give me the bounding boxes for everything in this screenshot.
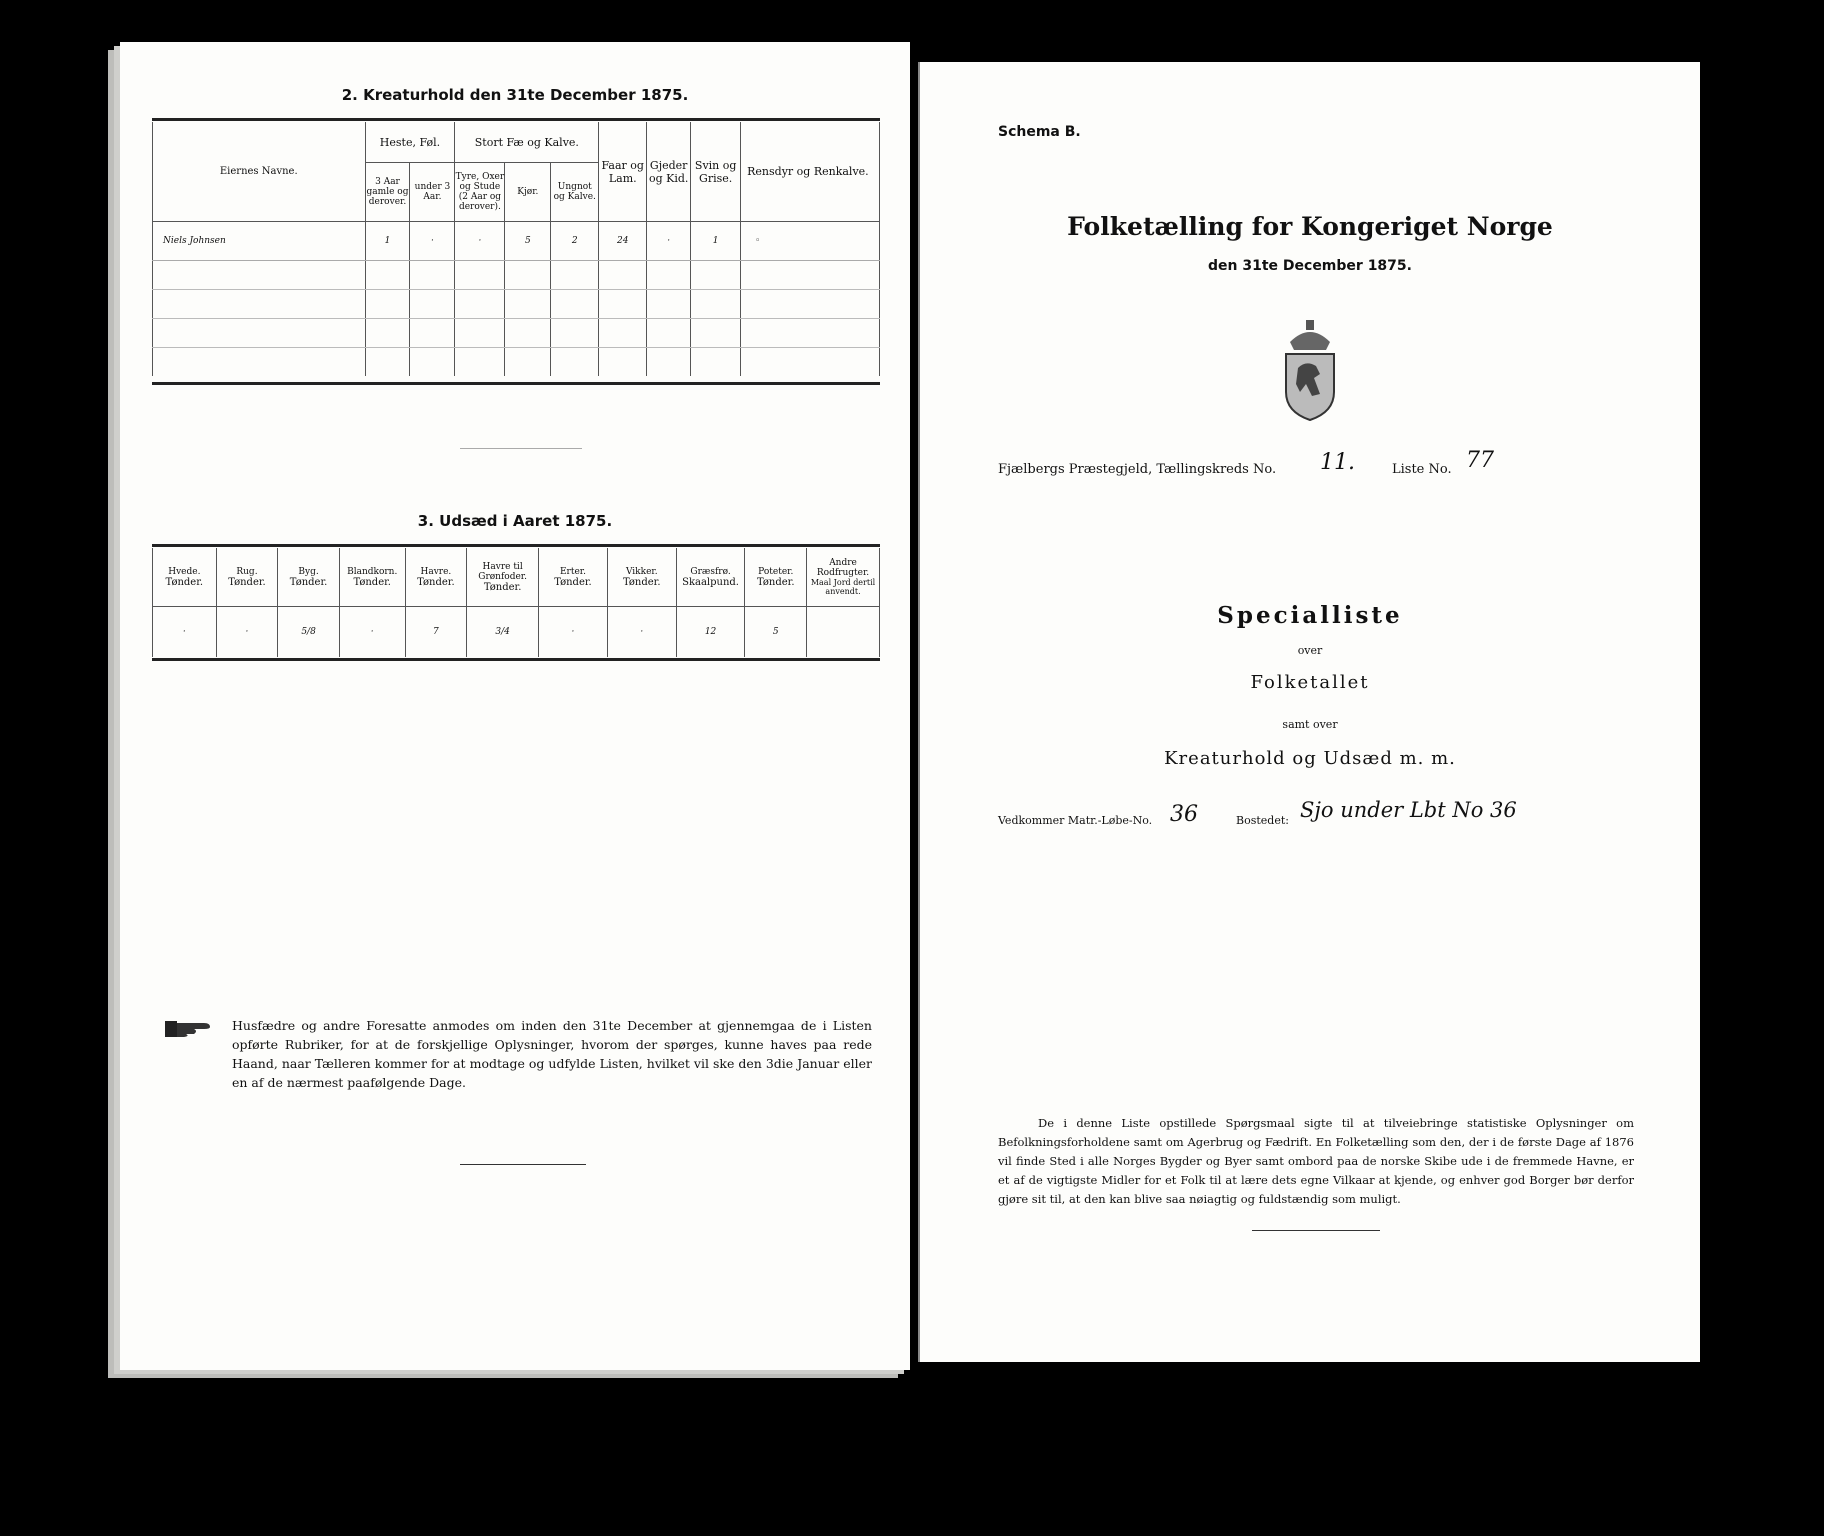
horses-a-header: 3 Aar gamle og derover. xyxy=(365,163,410,222)
livestock-cell: · xyxy=(455,222,505,261)
seed-cell: 5/8 xyxy=(278,607,340,658)
document-date: den 31te December 1875. xyxy=(1208,258,1412,274)
seed-header-cell: Græsfrø. Skaalpund. xyxy=(676,548,745,607)
section-2-title: 2. Kreaturhold den 31te December 1875. xyxy=(341,86,689,104)
seed-cell: · xyxy=(539,607,608,658)
seed-cell: · xyxy=(607,607,676,658)
left-page xyxy=(120,42,910,1370)
matr-label: Vedkommer Matr.-Løbe-No. xyxy=(998,814,1153,827)
seed-cell: · xyxy=(339,607,405,658)
seed-header-row xyxy=(153,548,880,607)
seed-cell: 7 xyxy=(405,607,467,658)
seed-cell xyxy=(807,607,880,658)
seed-cell: · xyxy=(216,607,278,658)
livestock-cell: 1 xyxy=(365,222,410,261)
seed-header-cell: Andre Rodfrugter. Maal Jord dertil anvendt. xyxy=(807,548,880,607)
pointing-hand-icon xyxy=(164,1018,214,1044)
cattle-b-header: Kjør. xyxy=(505,163,551,222)
seed-header-cell: Erter. Tønder. xyxy=(539,548,608,607)
divider xyxy=(460,448,582,449)
horses-b-header: under 3 Aar. xyxy=(410,163,455,222)
seed-bottom-rule xyxy=(152,658,880,661)
table-row xyxy=(153,222,880,261)
livestock-cell: 5 xyxy=(505,222,551,261)
reindeer-header: Rensdyr og Renkalve. xyxy=(741,122,880,222)
seed-cell: 12 xyxy=(676,607,745,658)
goats-header: Gjeder og Kid. xyxy=(647,122,691,222)
seed-header-cell: Blandkorn. Tønder. xyxy=(339,548,405,607)
special-list-title: Specialliste xyxy=(1217,602,1403,629)
matr-number: 36 xyxy=(1170,802,1198,827)
bosted-label: Bostedet: xyxy=(1236,814,1289,827)
notice-text: Husfædre og andre Foresatte anmodes om inden den 31te December at gjennemgaa de i Listen opførte Rubriker, for at de forskjellige Oplysninger, hvorom der spørges, kunne haves paa rede Haand, naar Tælleren kommer for at modtage og udfylde Listen, hvilket vil ske den 3die Januar eller en af de nærmest paafølgende Dage. xyxy=(232,1018,872,1090)
seed-header-cell: Havre. Tønder. xyxy=(405,548,467,607)
bosted-value: Sjo under Lbt No 36 xyxy=(1300,798,1517,822)
seed-top-rule xyxy=(152,544,880,547)
table-row xyxy=(153,261,880,290)
livestock-cell: 2 xyxy=(551,222,599,261)
signature-line xyxy=(460,1164,586,1165)
table-top-rule xyxy=(152,118,880,121)
seed-header-cell: Havre til Grønfoder. Tønder. xyxy=(467,548,539,607)
schema-label: Schema B. xyxy=(998,124,1081,140)
table-row xyxy=(153,348,880,377)
table-row xyxy=(153,290,880,319)
parish-label: Fjælbergs Præstegjeld, Tællingskreds No. xyxy=(998,462,1277,477)
norwegian-coat-of-arms-icon xyxy=(1276,314,1344,428)
seed-header-cell: Vikker. Tønder. xyxy=(607,548,676,607)
seed-header-cell: Rug. Tønder. xyxy=(216,548,278,607)
cattle-c-header: Ungnot og Kalve. xyxy=(551,163,599,222)
livestock-cell: · xyxy=(647,222,691,261)
owner-name: Niels Johnsen xyxy=(153,222,366,261)
seed-table xyxy=(152,548,880,657)
seed-cell: 3/4 xyxy=(467,607,539,658)
table-row xyxy=(153,319,880,348)
cattle-a-header: Tyre, Oxer og Stude (2 Aar og derover). xyxy=(455,163,505,222)
document-title: Folketælling for Kongeriget Norge xyxy=(1067,212,1553,241)
seed-header-cell: Hvede. Tønder. xyxy=(153,548,217,607)
closing-line xyxy=(1252,1230,1380,1231)
seed-header-cell: Poteter. Tønder. xyxy=(745,548,807,607)
folketallet-text: Folketallet xyxy=(1250,672,1370,693)
list-label: Liste No. xyxy=(1392,462,1452,477)
right-page xyxy=(918,62,1700,1362)
list-number: 77 xyxy=(1466,448,1494,473)
samt-over-text: samt over xyxy=(1282,718,1338,731)
table-bottom-rule xyxy=(152,382,880,385)
livestock-cell: · xyxy=(410,222,455,261)
over-text: over xyxy=(1297,644,1323,657)
kreatur-text: Kreaturhold og Udsæd m. m. xyxy=(1164,748,1456,769)
horses-header: Heste, Føl. xyxy=(365,122,455,163)
section-3-title: 3. Udsæd i Aaret 1875. xyxy=(417,512,613,530)
sheep-header: Faar og Lam. xyxy=(599,122,647,222)
seed-cell: · xyxy=(153,607,217,658)
intro-text: De i denne Liste opstillede Spørgsmaal sigte til at tilveiebringe statistiske Oplysninger om Befolkningsforholdene samt om Agerbrug og Fædrift. En Folketælling som den, der i de første Dage af 1876 vil finde Sted i alle Norges Bygder og Byer samt ombord paa de norske Skibe ude i de fremmede Havne, er et af de vigtigste Midler for et Folk til at lære dets egne Vilkaar at kjende, og enhver god Borger bør derfor gjøre sit til, at den kan blive saa nøiagtig og fuldstændig som muligt. xyxy=(998,1116,1634,1206)
livestock-cell: 1 xyxy=(691,222,741,261)
table-row xyxy=(153,607,880,658)
seed-header-cell: Byg. Tønder. xyxy=(278,548,340,607)
livestock-table xyxy=(152,122,880,376)
owner-header: Eiernes Navne. xyxy=(153,122,366,222)
seed-cell: 5 xyxy=(745,607,807,658)
cattle-header: Stort Fæ og Kalve. xyxy=(455,122,599,163)
pigs-header: Svin og Grise. xyxy=(691,122,741,222)
district-number: 11. xyxy=(1320,450,1355,475)
livestock-cell: 24 xyxy=(599,222,647,261)
livestock-cell: ◦ xyxy=(741,222,880,261)
